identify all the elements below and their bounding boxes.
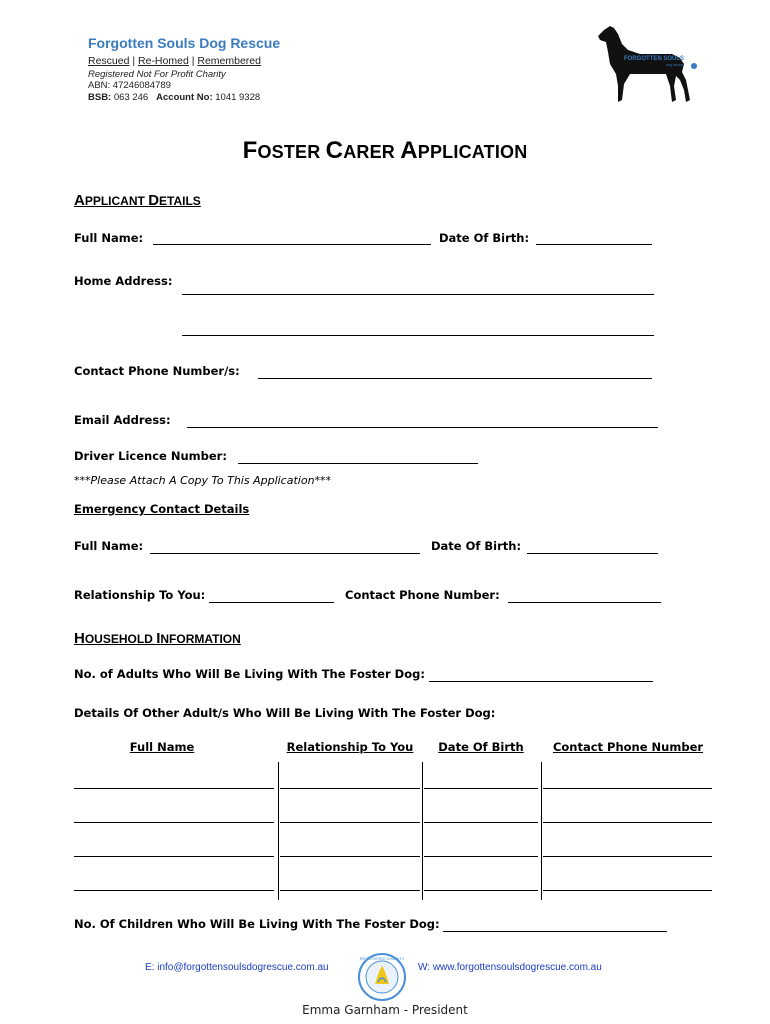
table-cell-line[interactable] <box>74 856 274 857</box>
title-part: ARER <box>343 142 401 162</box>
licence-field[interactable] <box>238 463 478 464</box>
table-cell-line[interactable] <box>280 788 420 789</box>
num-children-field[interactable] <box>443 931 667 932</box>
table-cell-line[interactable] <box>280 890 420 891</box>
footer-email[interactable]: E: info@forgottensoulsdogrescue.com.au <box>145 962 329 973</box>
relationship-label: Relationship To You: <box>74 588 206 602</box>
heading-part: H <box>74 630 85 647</box>
heading-part: D <box>148 192 160 209</box>
dob-label: Date Of Birth: <box>439 231 530 245</box>
col-header-phone: Contact Phone Number <box>552 740 704 754</box>
logo-text-1: FORGOTTEN SOULS <box>624 56 684 62</box>
emergency-dob-field[interactable] <box>527 553 658 554</box>
num-adults-field[interactable] <box>429 681 653 682</box>
tagline-sep: | <box>129 55 139 67</box>
tagline-rescued: Rescued <box>88 55 130 67</box>
home-address-field-2[interactable] <box>182 335 654 336</box>
bsb-value: 063 246 <box>113 92 149 103</box>
heading-part: OUSEHOLD <box>84 632 157 646</box>
table-cell-line[interactable] <box>74 890 274 891</box>
home-address-field-1[interactable] <box>182 294 654 295</box>
licence-note: ***Please Attach A Copy To This Application*** <box>74 474 332 487</box>
emergency-phone-field[interactable] <box>508 602 661 603</box>
heading-part: NFORMATION <box>160 632 241 646</box>
bank-details <box>88 92 260 103</box>
footer-web[interactable]: W: www.forgottensoulsdogrescue.com.au <box>418 962 602 973</box>
relationship-field[interactable] <box>209 602 334 603</box>
num-children-label: No. Of Children Who Will Be Living With The Foster Dog: <box>74 917 440 931</box>
table-cell-line[interactable] <box>543 856 712 857</box>
table-divider <box>422 762 423 900</box>
account-label: Account No: <box>156 92 213 103</box>
licence-label: Driver Licence Number: <box>74 449 227 463</box>
emergency-full-name-label: Full Name: <box>74 539 144 553</box>
emergency-dob-label: Date Of Birth: <box>431 539 522 553</box>
table-cell-line[interactable] <box>74 788 274 789</box>
contact-phone-field[interactable] <box>258 378 652 379</box>
tagline-remembered: Remembered <box>197 55 261 67</box>
charity-badge-icon <box>357 952 407 1002</box>
heading-part: PPLICANT <box>84 194 149 208</box>
table-cell-line[interactable] <box>74 822 274 823</box>
num-adults-label: No. of Adults Who Will Be Living With The Foster Dog: <box>74 667 425 681</box>
heading-part: A <box>74 192 85 209</box>
heading-part: ETAILS <box>159 194 201 208</box>
tagline <box>88 55 261 67</box>
col-header-full-name: Full Name <box>129 740 195 754</box>
household-heading <box>74 630 241 647</box>
table-divider <box>541 762 542 900</box>
tagline-sep: | <box>188 55 198 67</box>
title-part: C <box>325 137 344 164</box>
heading-part: I <box>156 630 161 647</box>
dob-field[interactable] <box>536 244 652 245</box>
page-title <box>0 137 770 165</box>
emergency-phone-label: Contact Phone Number: <box>345 588 500 602</box>
table-cell-line[interactable] <box>280 856 420 857</box>
col-header-dob: Date Of Birth <box>438 740 524 754</box>
emergency-heading: Emergency Contact Details <box>74 502 250 516</box>
table-cell-line[interactable] <box>543 890 712 891</box>
table-cell-line[interactable] <box>424 788 538 789</box>
badge-text: REGISTERED CHARITY <box>359 956 405 961</box>
table-cell-line[interactable] <box>543 822 712 823</box>
registered-charity: Registered Not For Profit Charity <box>88 69 226 80</box>
full-name-field[interactable] <box>153 244 431 245</box>
email-field[interactable] <box>187 427 658 428</box>
email-label: Email Address: <box>74 413 171 427</box>
emergency-full-name-field[interactable] <box>150 553 420 554</box>
full-name-label: Full Name: <box>74 231 144 245</box>
title-part: OSTER <box>257 142 326 162</box>
applicant-details-heading <box>74 192 201 209</box>
title-part: F <box>242 137 258 164</box>
org-name: Forgotten Souls Dog Rescue <box>88 35 281 51</box>
dog-logo-icon <box>596 24 700 106</box>
title-part: A <box>400 137 418 164</box>
abn: ABN: 47246084789 <box>88 80 171 91</box>
col-header-relationship: Relationship To You <box>286 740 414 754</box>
bsb-label: BSB: <box>88 92 112 103</box>
logo-text-2: dog rescue <box>666 63 684 67</box>
president-signature: Emma Garnham - President <box>302 1003 468 1017</box>
tagline-rehomed: Re-Homed <box>138 55 189 67</box>
home-address-label: Home Address: <box>74 274 173 288</box>
table-cell-line[interactable] <box>424 890 538 891</box>
table-cell-line[interactable] <box>543 788 712 789</box>
account-value: 1041 9328 <box>215 92 261 103</box>
table-cell-line[interactable] <box>424 822 538 823</box>
table-cell-line[interactable] <box>424 856 538 857</box>
title-part: PPLICATION <box>417 142 528 162</box>
table-divider <box>278 762 279 900</box>
details-adults-label: Details Of Other Adult/s Who Will Be Living With The Foster Dog: <box>74 706 496 720</box>
table-cell-line[interactable] <box>280 822 420 823</box>
contact-phone-label: Contact Phone Number/s: <box>74 364 240 378</box>
